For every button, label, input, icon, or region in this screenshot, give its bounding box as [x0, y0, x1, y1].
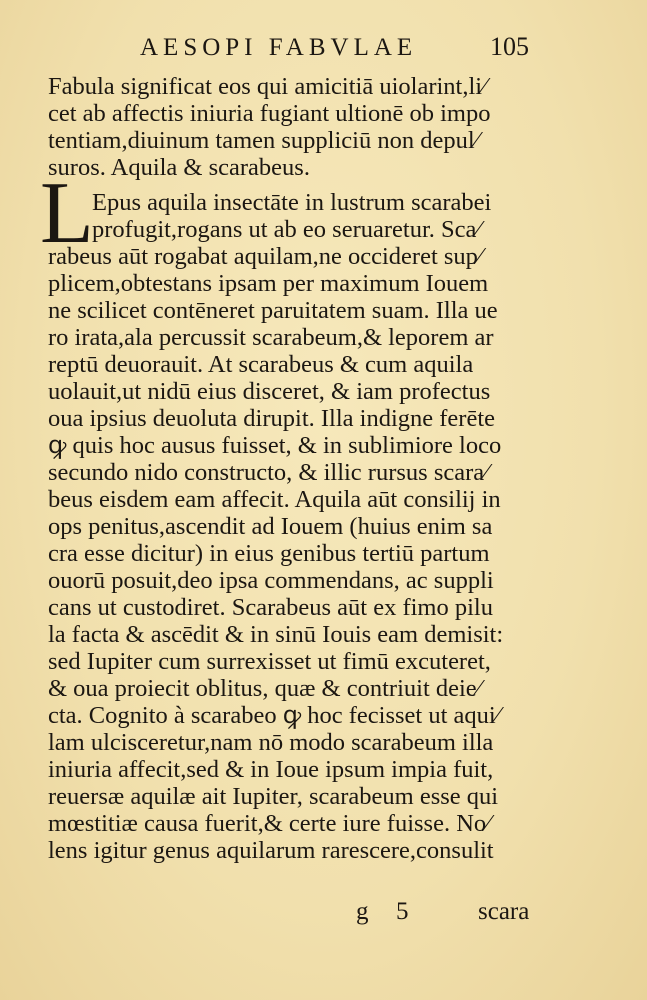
text-line: ops penitus,ascendit ad Iouem (huius enim sa [48, 513, 493, 540]
text-line: lam ulcisceretur,nam nō modo scarabeum illa [48, 729, 494, 756]
text-line: sed Iupiter cum surrexisset ut fimū excuteret, [48, 648, 491, 675]
text-line: reptū deuorauit. At scarabeus & cum aquila [48, 351, 474, 378]
signature-letter: g [356, 898, 369, 925]
running-title: AESOPI FABVLAE [140, 34, 418, 61]
text-line: plicem,obtestans ipsam per maximum Iouem [48, 270, 489, 297]
text-line: cans ut custodiret. Scarabeus aūt ex fimo pilu [48, 594, 493, 621]
text-line: secundo nido constructo, & illic rursus scara∕ [48, 459, 489, 486]
text-line: cra esse dicitur) in eius genibus tertiū partum [48, 540, 490, 567]
text-line: reuersæ aquilæ ait Iupiter, scarabeum esse qui [48, 783, 499, 810]
text-line: mœstitiæ causa fuerit,& certe iure fuisse. No∕ [48, 810, 491, 837]
text-line: uolauit,ut nidū eius disceret, & iam profectus [48, 378, 491, 405]
page-header [0, 30, 647, 66]
text-line: ne scilicet contēneret paruitatem suam. Illa ue [48, 297, 498, 324]
text-line: oua ipsius deuoluta dirupit. Illa indigne ferēte [48, 405, 496, 432]
text-line: profugit,rogans ut ab eo seruaretur. Sca∕ [92, 216, 481, 243]
catchword: scara [478, 898, 530, 925]
signature-number: 5 [396, 898, 409, 925]
text-line: ꝙ quis hoc ausus fuisset, & in sublimiore loco [48, 432, 502, 459]
text-line: ouorū posuit,deo ipsa commendans, ac suppli [48, 567, 494, 594]
text-line: beus eisdem eam affecit. Aquila aūt consilij in [48, 486, 501, 513]
text-line: Epus aquila insectāte in lustrum scarabei [92, 189, 492, 216]
text-line: ro irata,ala percussit scarabeum,& leporem ar [48, 324, 494, 351]
text-line: tentiam,diuinum tamen suppliciū non depul∕ [48, 127, 479, 154]
text-line: lens igitur genus aquilarum rarescere,consulit [48, 837, 494, 864]
page-number: 105 [490, 32, 529, 61]
text-line: rabeus aūt rogabat aquilam,ne occideret sup∕ [48, 243, 483, 270]
text-line: suros. Aquila & scarabeus. [48, 154, 310, 181]
text-line: Fabula significat eos qui amicitiā uiolarint,li∕ [48, 73, 487, 100]
text-line: & oua proiecit oblitus, quæ & contriuit deie∕ [48, 675, 481, 702]
drop-cap-initial: L [40, 165, 94, 262]
text-line: cta. Cognito à scarabeo ꝙ hoc fecisset ut aqui∕ [48, 702, 500, 729]
text-line: cet ab affectis iniuria fugiant ultionē ob impo [48, 100, 491, 127]
text-line: la facta & ascēdit & in sinū Iouis eam demisit: [48, 621, 504, 648]
text-line: iniuria affecit,sed & in Ioue ipsum impia fuit, [48, 756, 494, 783]
